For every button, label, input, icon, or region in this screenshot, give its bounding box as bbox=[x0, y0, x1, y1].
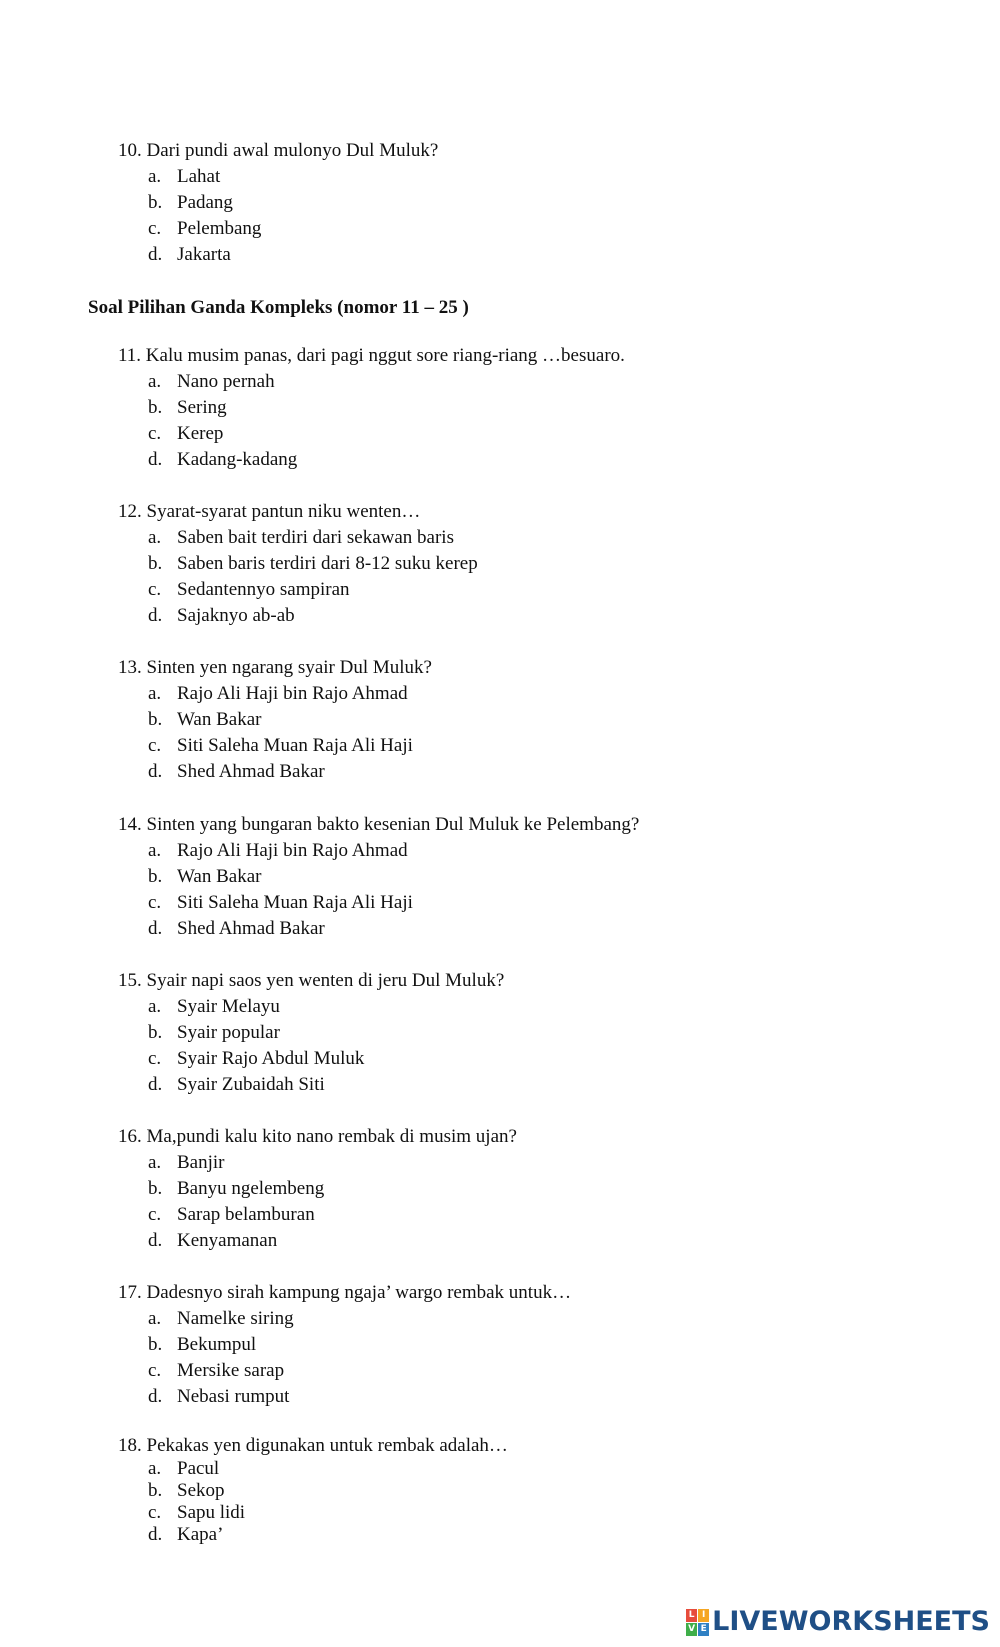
option-letter: a. bbox=[148, 840, 162, 861]
option-a bbox=[148, 526, 454, 550]
option-text: Rajo Ali Haji bin Rajo Ahmad bbox=[177, 840, 408, 861]
option-text: Sering bbox=[177, 397, 227, 418]
option-c bbox=[148, 1359, 284, 1383]
option-text: Shed Ahmad Bakar bbox=[177, 761, 325, 782]
option-a bbox=[148, 839, 408, 863]
option-b bbox=[148, 191, 233, 215]
option-a bbox=[148, 1151, 225, 1175]
option-text: Sajaknyo ab-ab bbox=[177, 605, 295, 626]
option-b bbox=[148, 396, 227, 420]
option-b bbox=[148, 552, 478, 576]
option-a bbox=[148, 1457, 219, 1481]
option-text: Bekumpul bbox=[177, 1334, 257, 1355]
option-letter: a. bbox=[148, 1458, 162, 1479]
question-text: 14. Sinten yang bungaran bakto kesenian Dul Muluk ke Pelembang? bbox=[118, 814, 640, 835]
logo-mark-letter: E bbox=[698, 1623, 709, 1636]
option-b bbox=[148, 708, 261, 732]
option-letter: a. bbox=[148, 1308, 162, 1329]
option-letter: d. bbox=[148, 605, 163, 626]
option-b bbox=[148, 1479, 225, 1503]
option-letter: b. bbox=[148, 397, 163, 418]
option-c bbox=[148, 734, 413, 758]
option-letter: a. bbox=[148, 996, 162, 1017]
question-text: 17. Dadesnyo sirah kampung ngaja’ wargo rembak untuk… bbox=[118, 1282, 572, 1303]
option-letter: b. bbox=[148, 1480, 163, 1501]
option-text: Syair popular bbox=[177, 1022, 280, 1043]
option-text: Sapu lidi bbox=[177, 1502, 246, 1523]
option-b bbox=[148, 865, 261, 889]
option-text: Sarap belamburan bbox=[177, 1204, 315, 1225]
option-text: Wan Bakar bbox=[177, 866, 262, 887]
option-text: Kadang-kadang bbox=[177, 449, 298, 470]
option-text: Saben baris terdiri dari 8-12 suku kerep bbox=[177, 553, 478, 574]
option-a bbox=[148, 995, 280, 1019]
option-letter: a. bbox=[148, 371, 162, 392]
option-letter: b. bbox=[148, 866, 163, 887]
option-b bbox=[148, 1177, 324, 1201]
option-d bbox=[148, 1229, 277, 1253]
liveworksheets-logo bbox=[686, 1605, 990, 1639]
option-letter: a. bbox=[148, 527, 162, 548]
logo-mark-letter: I bbox=[698, 1609, 709, 1622]
option-text: Saben bait terdiri dari sekawan baris bbox=[177, 527, 454, 548]
option-letter: d. bbox=[148, 244, 163, 265]
option-text: Banjir bbox=[177, 1152, 225, 1173]
option-letter: c. bbox=[148, 1048, 162, 1069]
option-text: Pelembang bbox=[177, 218, 262, 239]
option-text: Siti Saleha Muan Raja Ali Haji bbox=[177, 892, 413, 913]
option-c bbox=[148, 1047, 364, 1071]
option-letter: d. bbox=[148, 1524, 163, 1545]
option-c bbox=[148, 1203, 315, 1227]
section-title: Soal Pilihan Ganda Kompleks (nomor 11 – 25 ) bbox=[88, 297, 469, 318]
option-text: Siti Saleha Muan Raja Ali Haji bbox=[177, 735, 413, 756]
option-text: Pacul bbox=[177, 1458, 220, 1479]
option-a bbox=[148, 1307, 294, 1331]
option-d bbox=[148, 448, 297, 472]
logo-mark-icon bbox=[686, 1609, 708, 1635]
option-letter: d. bbox=[148, 1074, 163, 1095]
option-letter: b. bbox=[148, 1334, 163, 1355]
option-text: Syair Rajo Abdul Muluk bbox=[177, 1048, 365, 1069]
option-text: Mersike sarap bbox=[177, 1360, 285, 1381]
option-text: Kerep bbox=[177, 423, 224, 444]
question-text: 13. Sinten yen ngarang syair Dul Muluk? bbox=[118, 657, 432, 678]
option-c bbox=[148, 578, 350, 602]
option-text: Wan Bakar bbox=[177, 709, 262, 730]
option-a bbox=[148, 370, 275, 394]
option-text: Sekop bbox=[177, 1480, 225, 1501]
logo-mark-letter: L bbox=[686, 1609, 697, 1622]
option-text: Jakarta bbox=[177, 244, 231, 265]
option-b bbox=[148, 1333, 256, 1357]
option-a bbox=[148, 165, 220, 189]
option-letter: c. bbox=[148, 1204, 162, 1225]
option-text: Namelke siring bbox=[177, 1308, 294, 1329]
option-text: Shed Ahmad Bakar bbox=[177, 918, 325, 939]
option-d bbox=[148, 1385, 289, 1409]
option-letter: d. bbox=[148, 761, 163, 782]
option-text: Padang bbox=[177, 192, 233, 213]
option-text: Syair Zubaidah Siti bbox=[177, 1074, 325, 1095]
option-c bbox=[148, 422, 223, 446]
question-text: 18. Pekakas yen digunakan untuk rembak adalah… bbox=[118, 1435, 508, 1456]
option-letter: b. bbox=[148, 1178, 163, 1199]
option-a bbox=[148, 682, 408, 706]
option-text: Syair Melayu bbox=[177, 996, 280, 1017]
option-d bbox=[148, 760, 325, 784]
option-letter: c. bbox=[148, 218, 162, 239]
option-b bbox=[148, 1021, 280, 1045]
option-letter: c. bbox=[148, 1502, 162, 1523]
option-text: Kapa’ bbox=[177, 1524, 224, 1545]
option-text: Sedantennyo sampiran bbox=[177, 579, 350, 600]
option-d bbox=[148, 1073, 325, 1097]
question-text: 12. Syarat-syarat pantun niku wenten… bbox=[118, 501, 421, 522]
question-text: 16. Ma,pundi kalu kito nano rembak di musim ujan? bbox=[118, 1126, 517, 1147]
question-text: 11. Kalu musim panas, dari pagi nggut sore riang-riang …besuaro. bbox=[118, 345, 625, 366]
logo-text: LIVEWORKSHEETS bbox=[712, 1606, 990, 1637]
option-c bbox=[148, 217, 261, 241]
option-letter: d. bbox=[148, 1230, 163, 1251]
option-text: Rajo Ali Haji bin Rajo Ahmad bbox=[177, 683, 408, 704]
option-d bbox=[148, 917, 325, 941]
option-d bbox=[148, 1523, 223, 1547]
option-c bbox=[148, 1501, 245, 1525]
option-letter: c. bbox=[148, 1360, 162, 1381]
option-d bbox=[148, 243, 231, 267]
option-letter: d. bbox=[148, 1386, 163, 1407]
option-letter: a. bbox=[148, 166, 162, 187]
option-letter: d. bbox=[148, 449, 163, 470]
option-letter: a. bbox=[148, 683, 162, 704]
question-text: 10. Dari pundi awal mulonyo Dul Muluk? bbox=[118, 140, 439, 161]
option-letter: a. bbox=[148, 1152, 162, 1173]
option-letter: b. bbox=[148, 192, 163, 213]
option-letter: b. bbox=[148, 553, 163, 574]
logo-mark-letter: V bbox=[686, 1623, 697, 1636]
option-d bbox=[148, 604, 295, 628]
option-letter: c. bbox=[148, 579, 162, 600]
option-letter: b. bbox=[148, 709, 163, 730]
option-text: Nano pernah bbox=[177, 371, 275, 392]
option-letter: b. bbox=[148, 1022, 163, 1043]
option-text: Lahat bbox=[177, 166, 221, 187]
option-letter: c. bbox=[148, 892, 162, 913]
option-c bbox=[148, 891, 413, 915]
question-text: 15. Syair napi saos yen wenten di jeru Dul Muluk? bbox=[118, 970, 505, 991]
option-letter: c. bbox=[148, 735, 162, 756]
option-text: Banyu ngelembeng bbox=[177, 1178, 325, 1199]
option-text: Kenyamanan bbox=[177, 1230, 278, 1251]
option-letter: d. bbox=[148, 918, 163, 939]
option-letter: c. bbox=[148, 423, 162, 444]
option-text: Nebasi rumput bbox=[177, 1386, 290, 1407]
